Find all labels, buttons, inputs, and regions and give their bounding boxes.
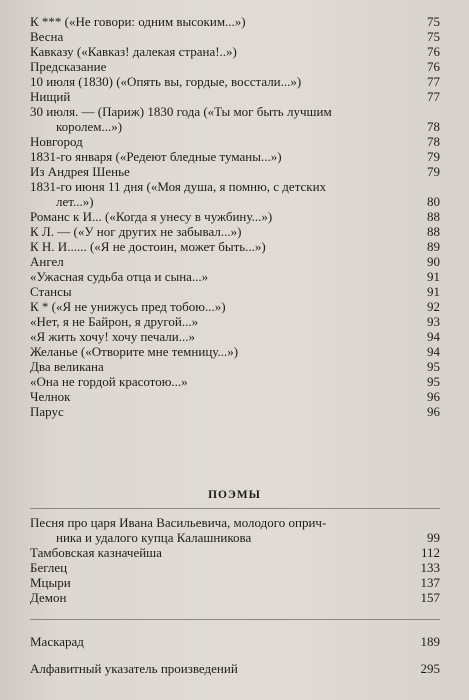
entry-title: Парус (30, 404, 64, 419)
toc-entry (30, 59, 440, 74)
entry-title: Маскарад (30, 634, 84, 649)
entry-title: Беглец (30, 560, 68, 575)
section-divider (30, 508, 440, 509)
toc-entry (30, 44, 440, 59)
page-number: 75 (427, 14, 440, 29)
entry-title: Романс к И... («Когда я унесу в чужбину...») (30, 209, 273, 224)
toc-entry (30, 314, 440, 329)
page-number: 76 (427, 59, 440, 74)
entry-title: «Она не гордой красотою...» (30, 374, 188, 389)
toc-entry (30, 329, 440, 344)
page-number: 79 (427, 149, 440, 164)
section-divider (30, 619, 440, 620)
entry-title: К Л. — («У ног других не забывал...») (30, 224, 242, 239)
entry-title: Весна (30, 29, 64, 44)
page-number: 295 (420, 661, 440, 676)
page-number: 79 (427, 164, 440, 179)
toc-entry (30, 254, 440, 269)
page-number: 94 (427, 344, 440, 359)
entry-title-continuation: ника и удалого купца Калашникова (56, 530, 252, 545)
page-number: 76 (427, 44, 440, 59)
page-number: 78 (427, 119, 440, 134)
tail-list (30, 634, 440, 676)
entry-title: К *** («Не говори: одним высоким...») (30, 14, 246, 29)
page-number: 92 (427, 299, 440, 314)
page-number: 137 (420, 575, 440, 590)
page-number: 99 (427, 530, 440, 545)
entry-title: Нищий (30, 89, 71, 104)
entry-title: К Н. И...... («Я не достоин, может быть...») (30, 239, 266, 254)
entry-title: Из Андрея Шенье (30, 164, 130, 179)
poems-list (30, 515, 440, 605)
entry-title: 1831-го января («Редеют бледные туманы...») (30, 149, 282, 164)
page-number: 75 (427, 29, 440, 44)
page-number: 89 (427, 239, 440, 254)
toc-entry (30, 374, 440, 389)
toc-entry (30, 575, 440, 590)
toc-entry (30, 224, 440, 239)
entry-title: Алфавитный указатель произведений (30, 661, 238, 676)
toc-entry (30, 560, 440, 575)
page-number: 91 (427, 284, 440, 299)
page-number: 78 (427, 134, 440, 149)
toc-entry (30, 344, 440, 359)
entry-title: Песня про царя Ивана Васильевича, молодого оприч- (30, 515, 327, 530)
toc-entry (30, 359, 440, 374)
toc-entry (30, 179, 440, 209)
toc-entry (30, 14, 440, 29)
page-number: 93 (427, 314, 440, 329)
page-number: 189 (420, 634, 440, 649)
entry-title: Два великана (30, 359, 104, 374)
toc-entry (30, 209, 440, 224)
toc-entry (30, 404, 440, 419)
entry-title: Демон (30, 590, 67, 605)
entry-title: 30 июля. — (Париж) 1830 года («Ты мог быть лучшим (30, 104, 332, 119)
page-number: 88 (427, 224, 440, 239)
page-number: 77 (427, 74, 440, 89)
page-number: 88 (427, 209, 440, 224)
entry-title: Новгород (30, 134, 83, 149)
page-number: 96 (427, 404, 440, 419)
page-number: 94 (427, 329, 440, 344)
lyrics-list (30, 14, 440, 419)
toc-entry (30, 164, 440, 179)
entry-title: «Нет, я не Байрон, я другой...» (30, 314, 199, 329)
entry-title: Ангел (30, 254, 64, 269)
page-number: 91 (427, 269, 440, 284)
toc-entry (30, 89, 440, 104)
entry-title: Челнок (30, 389, 71, 404)
toc-entry (30, 104, 440, 134)
toc-entry (30, 149, 440, 164)
toc-entry (30, 545, 440, 560)
page-number: 157 (420, 590, 440, 605)
toc-entry (30, 74, 440, 89)
entry-title: 10 июля (1830) («Опять вы, гордые, восстали...») (30, 74, 302, 89)
section-heading-poems: ПОЭМЫ (208, 489, 261, 501)
toc-entry (30, 515, 440, 545)
toc-entry (30, 239, 440, 254)
entry-title: «Ужасная судьба отца и сына...» (30, 269, 209, 284)
page-number: 96 (427, 389, 440, 404)
entry-title: Стансы (30, 284, 72, 299)
page-number: 112 (420, 545, 440, 560)
toc-entry (30, 299, 440, 314)
page-number: 80 (427, 194, 440, 209)
toc-entry (30, 284, 440, 299)
entry-title: Предсказание (30, 59, 107, 74)
toc-entry (30, 661, 440, 676)
entry-title: «Я жить хочу! хочу печали...» (30, 329, 195, 344)
entry-title: Мцыри (30, 575, 71, 590)
page-number: 95 (427, 374, 440, 389)
entry-title-continuation: лет...») (56, 194, 94, 209)
entry-title-continuation: королем...») (56, 119, 123, 134)
entry-title: 1831-го июня 11 дня («Моя душа, я помню, с детских (30, 179, 327, 194)
toc-entry (30, 269, 440, 284)
entry-title: Желанье («Отворите мне темницу...») (30, 344, 239, 359)
toc-entry (30, 134, 440, 149)
toc-entry (30, 634, 440, 649)
entry-title: Тамбовская казначейша (30, 545, 162, 560)
toc-entry (30, 590, 440, 605)
entry-title: Кавказу («Кавказ! далекая страна!..») (30, 44, 237, 59)
page-number: 95 (427, 359, 440, 374)
page-number: 90 (427, 254, 440, 269)
page-number: 133 (420, 560, 440, 575)
page-number: 77 (427, 89, 440, 104)
entry-title: К * («Я не унижусь пред тобою...») (30, 299, 226, 314)
toc-entry (30, 29, 440, 44)
toc-entry (30, 389, 440, 404)
